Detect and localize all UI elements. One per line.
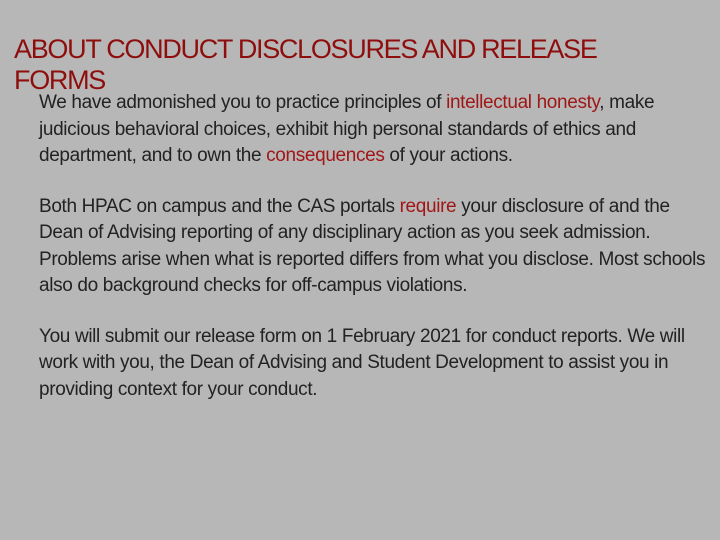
- paragraph-release-form: [39, 324, 711, 404]
- paragraph-honesty-text-c: of your actions.: [384, 145, 513, 166]
- paragraph-honesty-text-a: We have admonished you to practice principles of: [39, 92, 447, 113]
- paragraph-disclosure: [39, 194, 711, 300]
- highlight-intellectual-honesty: intellectual honesty: [446, 92, 600, 113]
- highlight-require: require: [399, 195, 457, 217]
- paragraph-disclosure-text-b: your disclosure of and the Dean of Advising reporting of any disciplinary action as you seek admission. Problems arise when what is reported differs from what you disclose. Most schools also do background checks for off-campus violations.: [39, 195, 706, 296]
- slide-title: ABOUT CONDUCT DISCLOSURES AND RELEASE FORMS: [14, 34, 597, 95]
- paragraph-release-form-text: You will submit our release form on 1 February 2021 for conduct reports. We will work with you, the Dean of Advising and Student Development to assist you in providing context for your conduct.: [39, 325, 685, 400]
- paragraph-disclosure-text-a: Both HPAC on campus and the CAS portals: [39, 195, 400, 217]
- slide-body: [39, 90, 711, 427]
- highlight-consequences: consequences: [266, 145, 385, 166]
- paragraph-honesty: [39, 90, 711, 170]
- paragraph-honesty-text-b: , make judicious behavioral choices, exhibit high personal standards of ethics and department, and to own the: [39, 92, 655, 166]
